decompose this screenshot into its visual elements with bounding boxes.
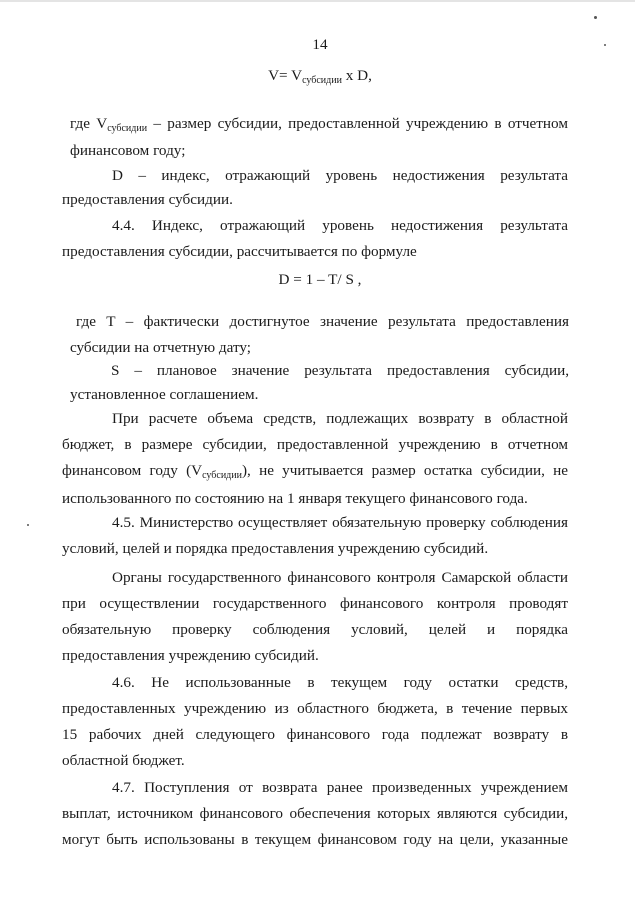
p46-line-3: 15 рабочих дней следующего финансового года подлежат возврату в — [62, 726, 568, 743]
p46-line-4: областной бюджет. — [62, 752, 185, 769]
formula-v-rhs: x D, — [341, 67, 372, 84]
def-t-line-2: субсидии на отчетную дату; — [70, 339, 252, 356]
def-d-line-2: предоставления субсидии. — [62, 191, 233, 208]
p-control-line-4: предоставления учреждению субсидий. — [62, 647, 319, 664]
def-v-line-1: где $V_{субсидии}$ – размер субсидии, предоставленной учреждению в отчетном — [70, 115, 568, 134]
p46-line-1: 4.6. Не использованные в текущем году остатки средств, — [112, 674, 568, 691]
p-refund-line-4: использованного по состоянию на 1 января текущего финансового года. — [62, 490, 528, 507]
def-s-line-1: S – плановое значение результата предоставления субсидии, — [111, 362, 569, 379]
formula-v-lhs: V= V — [268, 67, 303, 84]
p-refund-line-3: финансовом году $(V_{субсидии})$, не учитывается размер остатка субсидии, не — [62, 462, 568, 481]
formula-v — [170, 67, 470, 90]
p-refund-line-1: При расчете объема средств, подлежащих возврату в областной — [112, 410, 568, 427]
formula-d: D = 1 – T/ S , — [278, 271, 362, 288]
p44-line-1: 4.4. Индекс, отражающий уровень недостижения результата — [112, 217, 568, 234]
p-refund-line-2: бюджет, в размере субсидии, предоставленной учреждению в отчетном — [62, 436, 568, 453]
p45-line-1: 4.5. Министерство осуществляет обязательную проверку соблюдения — [112, 514, 568, 531]
formula-v-subscript: субсидии — [302, 75, 342, 86]
p47-line-3: могут быть использованы в текущем финансовом году на цели, указанные — [62, 831, 568, 848]
p45-line-2: условий, целей и порядка предоставления учреждению субсидий. — [62, 540, 489, 557]
def-v-line-2: финансовом году; — [70, 142, 186, 159]
p-control-line-1: Органы государственного финансового контроля Самарской области — [112, 569, 568, 586]
p44-line-2: предоставления субсидии, рассчитывается по формуле — [62, 243, 417, 260]
page-number: 14 — [312, 36, 328, 53]
def-d-line-1: D – индекс, отражающий уровень недостижения результата — [112, 167, 568, 184]
p46-line-2: предоставленных учреждению из областного бюджета, в течение первых — [62, 700, 568, 717]
p47-line-1: 4.7. Поступления от возврата ранее произведенных учреждением — [112, 779, 568, 796]
def-s-line-2: установленное соглашением. — [70, 386, 259, 403]
p47-line-2: выплат, источником финансового обеспечения которых являются субсидии, — [62, 805, 568, 822]
p-control-line-2: при осуществлении государственного финансового контроля проводят — [62, 595, 568, 612]
p-control-line-3: обязательную проверку соблюдения условий, целей и порядка — [62, 621, 568, 638]
def-t-line-1: где T – фактически достигнутое значение результата предоставления — [76, 313, 569, 330]
